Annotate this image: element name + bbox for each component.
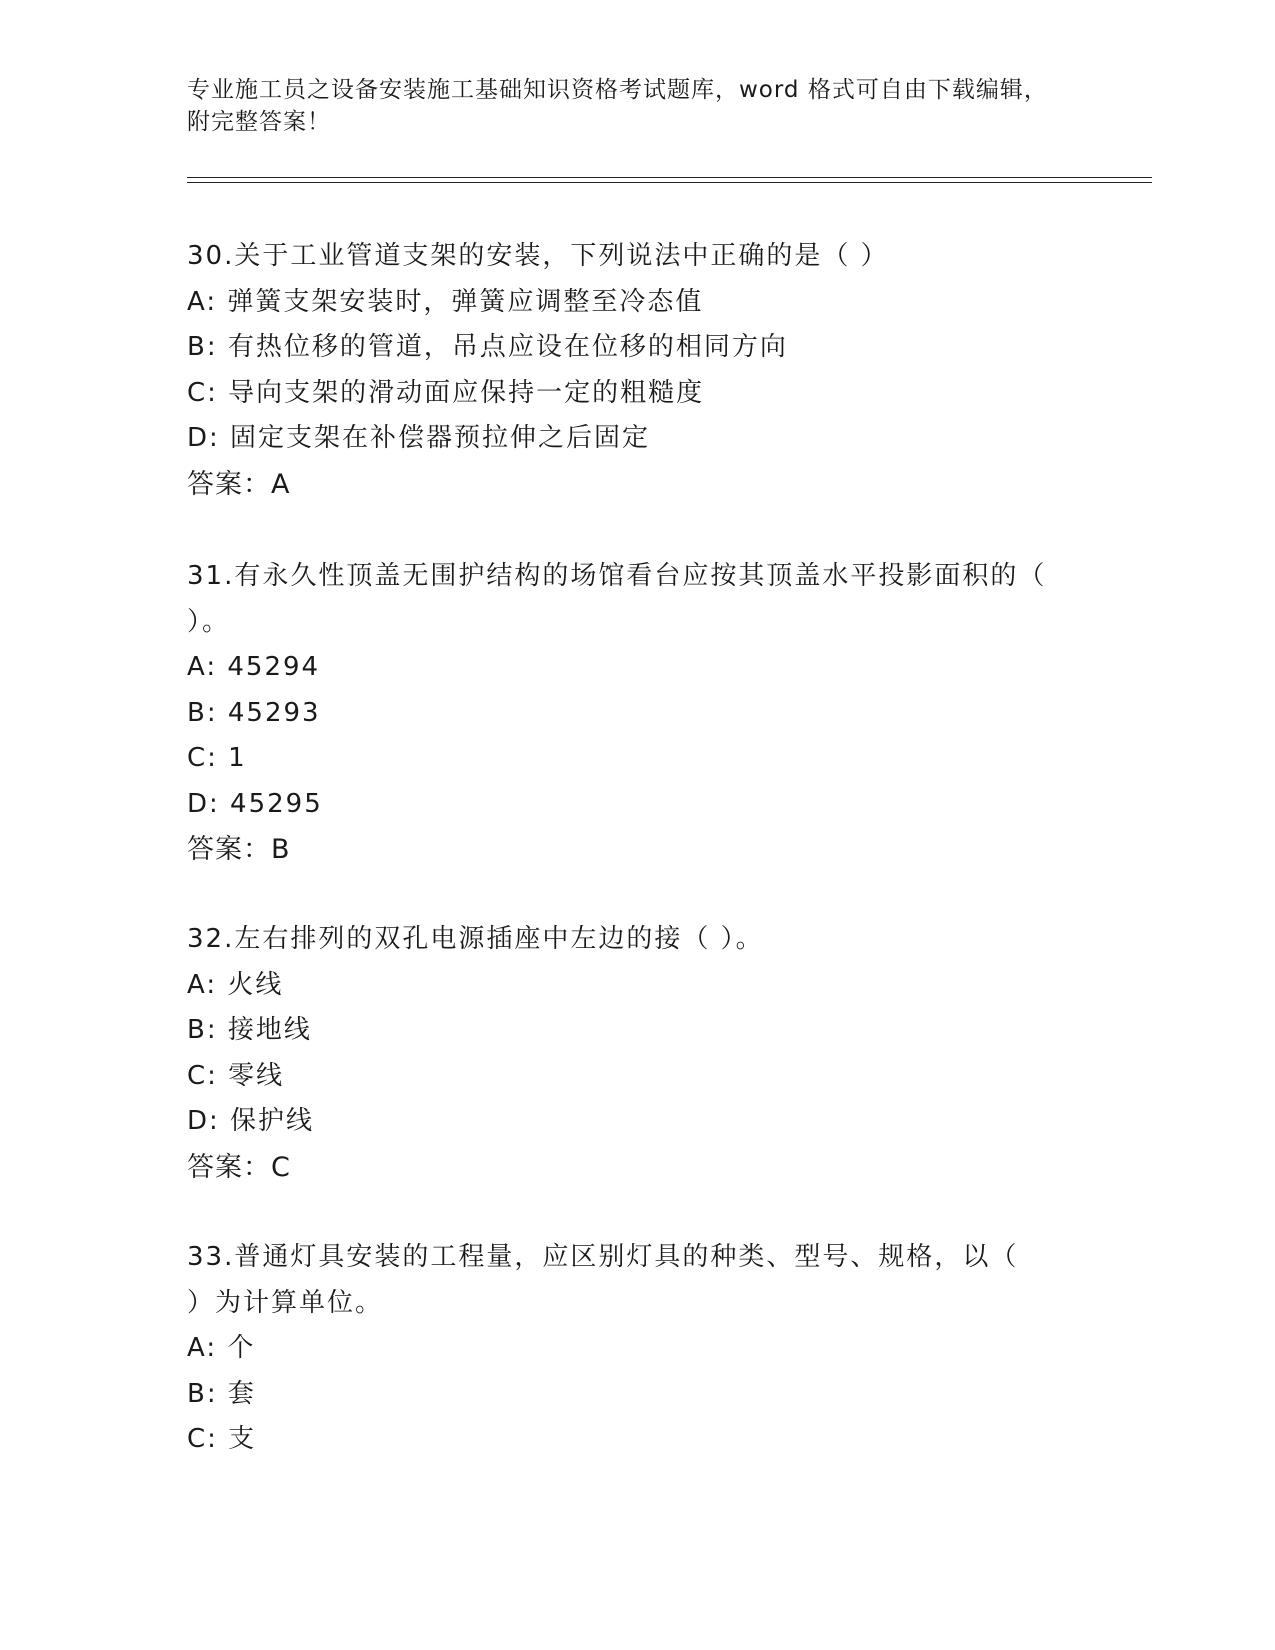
question-stem: 30.关于工业管道支架的安装，下列说法中正确的是（ ） xyxy=(187,241,889,271)
answer: 答案：B xyxy=(187,834,291,865)
option-a: A: 弹簧支架安装时，弹簧应调整至冷态值 xyxy=(187,286,704,317)
question-stem-line-2: ）为计算单位。 xyxy=(187,1287,384,1318)
answer: 答案：A xyxy=(187,468,291,500)
option-a: A: 火线 xyxy=(187,969,284,1000)
question-stem-line-2: ）。 xyxy=(187,606,231,637)
header-line-1: 专业施工员之设备安装施工基础知识资格考试题库，word 格式可自由下载编辑， xyxy=(187,77,1048,103)
question-stem-line-1: 33.普通灯具安装的工程量，应区别灯具的种类、型号、规格，以（ xyxy=(187,1242,1019,1272)
header-rule-bottom xyxy=(187,182,1152,183)
header-rule-top xyxy=(187,177,1152,178)
question-30 xyxy=(187,234,1087,508)
question-32 xyxy=(187,917,1087,1191)
option-a: A: 45294 xyxy=(187,652,321,682)
header-line-2: 附完整答案！ xyxy=(187,109,331,135)
question-33 xyxy=(187,1235,1087,1463)
question-31 xyxy=(187,554,1087,873)
option-b: B: 接地线 xyxy=(187,1015,312,1045)
option-b: B: 套 xyxy=(187,1378,256,1409)
option-b: B: 45293 xyxy=(187,697,321,728)
option-c: C: 导向支架的滑动面应保持一定的粗糙度 xyxy=(187,377,705,408)
option-b: B: 有热位移的管道，吊点应设在位移的相同方向 xyxy=(187,332,788,362)
option-c: C: 支 xyxy=(187,1424,257,1454)
question-stem: 32.左右排列的双孔电源插座中左边的接（ ）。 xyxy=(187,924,764,954)
question-stem-line-1: 31.有永久性顶盖无围护结构的场馆看台应按其顶盖水平投影面积的（ xyxy=(187,561,1047,591)
option-c: C: 1 xyxy=(187,743,247,773)
document-header xyxy=(187,74,1077,138)
option-d: D: 固定支架在补偿器预拉伸之后固定 xyxy=(187,423,651,453)
answer: 答案：C xyxy=(187,1151,291,1183)
option-d: D: 保护线 xyxy=(187,1106,315,1136)
option-c: C: 零线 xyxy=(187,1060,285,1091)
option-a: A: 个 xyxy=(187,1333,256,1363)
option-d: D: 45295 xyxy=(187,788,323,819)
